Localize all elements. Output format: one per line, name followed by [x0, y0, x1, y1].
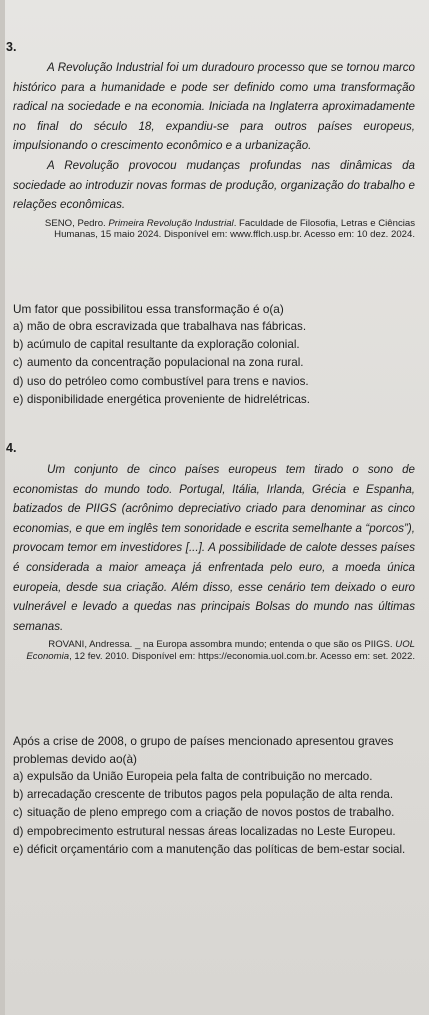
- q3-option-d[interactable]: [13, 373, 415, 391]
- question-3-paragraph-1: A Revolução Industrial foi um duradouro processo que se tornou marco histórico para a humanidade e pode ser definido como uma transformação radical na sociedade e na economia. Iniciada na Inglaterra aproximadamente no final do século 18, expandiu-se para outros países europeus, impulsionando o crescimento econômico e a urbanização.: [13, 61, 415, 153]
- option-letter: b): [13, 338, 24, 352]
- q3-option-e[interactable]: [13, 391, 415, 409]
- option-text: empobrecimento estrutural nessas áreas localizadas no Leste Europeu.: [27, 824, 396, 838]
- question-3-text: [13, 58, 415, 241]
- question-3-prompt: [13, 300, 415, 409]
- option-text: situação de pleno emprego com a criação de novos postos de trabalho.: [27, 806, 395, 820]
- option-letter: e): [13, 392, 24, 406]
- option-letter: a): [13, 320, 24, 333]
- option-letter: d): [13, 824, 24, 838]
- option-text: expulsão da União Europeia pela falta de contribuição no mercado.: [27, 770, 373, 783]
- option-text: déficit orçamentário com a manutenção das políticas de bem-estar social.: [27, 842, 406, 856]
- option-text: mão de obra escravizada que trabalhava nas fábricas.: [27, 320, 307, 333]
- question-3-options: [13, 318, 415, 409]
- question-3-paragraph-2: A Revolução provocou mudanças profundas nas dinâmicas da sociedade ao introduzir novas formas de produção, organização do trabalho e relações econômicas.: [13, 158, 415, 212]
- question-3-number: 3.: [6, 40, 17, 54]
- question-4-text: [13, 460, 415, 663]
- question-4-number: 4.: [6, 441, 17, 455]
- option-letter: c): [13, 356, 23, 370]
- question-4-stem: Após a crise de 2008, o grupo de países mencionado apresentou graves problemas devido ao(à): [13, 734, 394, 766]
- question-4-citation: ROVANI, Andressa. _ na Europa assombra mundo; entenda o que são os PIIGS. UOL Economia, 12 fev. 2010. Disponível em: https://economia.uol.com.br. Acesso em: set. 2022.: [26, 639, 415, 662]
- q3-option-a[interactable]: [13, 318, 415, 336]
- q4-option-e[interactable]: [13, 841, 415, 859]
- option-letter: e): [13, 842, 24, 856]
- option-letter: b): [13, 788, 24, 802]
- q3-option-c[interactable]: [13, 354, 415, 372]
- option-letter: c): [13, 806, 23, 820]
- question-3-citation: SENO, Pedro. Primeira Revolução Industrial. Faculdade de Filosofia, Letras e Ciências Humanas, 15 maio 2024. Disponível em: www.fflch.usp.br. Acesso em: 10 dez. 2024.: [44, 217, 415, 241]
- option-text: aumento da concentração populacional na zona rural.: [27, 356, 304, 370]
- q4-option-c[interactable]: [13, 804, 415, 822]
- question-3-stem: Um fator que possibilitou essa transformação é o(a): [13, 302, 284, 316]
- q4-option-d[interactable]: [13, 823, 415, 841]
- option-text: disponibilidade energética proveniente de hidrelétricas.: [27, 392, 310, 406]
- option-text: acúmulo de capital resultante da exploração colonial.: [27, 338, 300, 352]
- question-4-options: [13, 768, 415, 859]
- q4-option-a[interactable]: [13, 768, 415, 786]
- option-text: uso do petróleo como combustível para trens e navios.: [27, 374, 309, 388]
- q4-option-b[interactable]: [13, 786, 415, 804]
- question-4-paragraph-1: Um conjunto de cinco países europeus tem tirado o sono de economistas do mundo todo. Portugal, Itália, Irlanda, Grécia e Espanha, batizados de PIIGS (acrônimo depreciativo criado para denominar as cinco economias, e que em inglês tem sonoridade e escrita semelhante a “porcos”), provocam temor em investidores [...]. A possibilidade de calote desses países é considerada a maior ameaça já enfrentada pelo euro, a moeda única europeia, desde sua criação. Além disso, esse cenário tem deixado o euro vulnerável e levado a quedas nas principais Bolsas do mundo nas últimas semanas.: [13, 463, 415, 633]
- option-text: arrecadação crescente de tributos pagos pela população de alta renda.: [27, 788, 394, 802]
- option-letter: a): [13, 770, 24, 783]
- page-edge-shadow: [0, 0, 5, 1015]
- option-letter: d): [13, 374, 24, 388]
- q3-option-b[interactable]: [13, 336, 415, 354]
- question-4-prompt: [13, 732, 415, 859]
